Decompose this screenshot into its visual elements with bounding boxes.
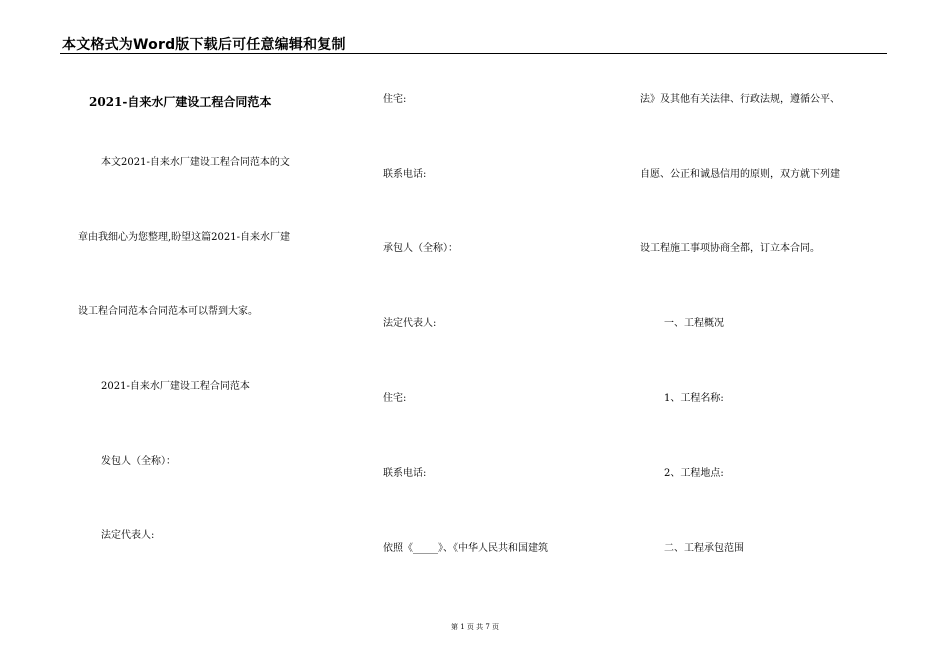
col3-line-2: 自愿、公正和诚恳信用的原则，双方就下列建 [640,169,840,180]
header-divider [60,53,887,54]
col1-line-4: 2021-自来水厂建设工程合同范本 [101,381,250,392]
col2-line-3: 承包人（全称）： [383,243,458,254]
col2-line-6: 联系电话: [383,468,427,479]
header-title: 本文格式为Word版下载后可任意编辑和复制 [62,37,346,53]
page-indicator: 第 1 页 共 7 页 [450,623,500,631]
col1-line-5: 发包人（全称）： [101,456,176,467]
col2-line-4: 法定代表人: [383,318,437,329]
col2-line-1: 住宅: [383,94,407,105]
col2-line-2: 联系电话: [383,169,427,180]
col1-line-2: 章由我细心为您整理,盼望这篇2021-自来水厂建 [78,232,291,243]
col2-line-5: 住宅: [383,393,407,404]
col3-line-4: 一、工程概况 [664,318,724,329]
col1-line-6: 法定代表人: [101,530,155,541]
col3-line-5: 1、工程名称: [664,393,724,404]
col3-line-7: 二、工程承包范围 [664,543,744,554]
col1-line-3: 设工程合同范本合同范本可以帮到大家。 [78,306,258,317]
document-title: 2021-自来水厂建设工程合同范本 [89,95,272,109]
col3-line-6: 2、工程地点: [664,468,724,479]
col2-line-7: 依照《_____》、《中华人民共和国建筑 [383,543,548,554]
col3-line-3: 设工程施工事项协商全都，订立本合同。 [640,243,820,254]
col3-line-1: 法》及其他有关法律、行政法规，遵循公平、 [640,94,840,105]
col1-line-1: 本文2021-自来水厂建设工程合同范本的文 [101,157,290,168]
